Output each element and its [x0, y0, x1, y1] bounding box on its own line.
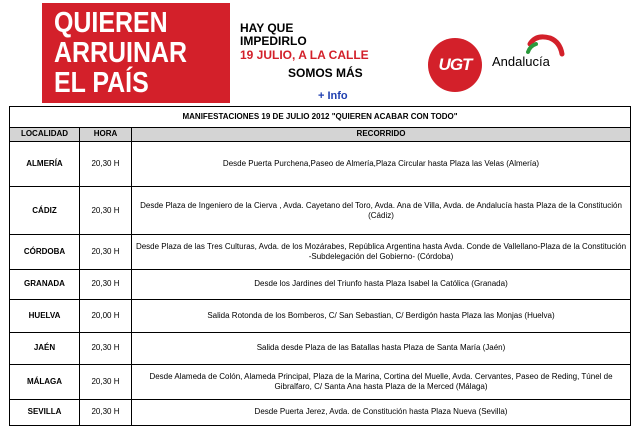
ugt-logo-text: UGT	[438, 55, 472, 74]
row-recorrido: Desde Alameda de Colón, Alameda Principal, Plaza de la Marina, Cortina del Muelle, Avda. Cervantes, Paseo de Reding, Túnel de Gibralfaro, C/ Santa Ana hasta Plaza de la Merced (Málaga)	[132, 365, 631, 400]
row-recorrido: Desde los Jardines del Triunfo hasta Plaza Isabel la Católica (Granada)	[132, 269, 631, 299]
row-localidad: HUELVA	[10, 300, 80, 333]
row-recorrido: Desde Plaza de las Tres Culturas, Avda. de los Mozárabes, República Argentina hasta Avda. Conde de Vallellano-Plaza de la Constitución -Subdelegación del Gobierno- (Córdoba)	[132, 235, 631, 270]
banner-line-1: QUIEREN	[54, 7, 168, 39]
row-hora: 20,30 H	[80, 235, 132, 270]
table-row	[10, 235, 631, 270]
row-hora: 20,30 H	[80, 141, 132, 187]
table-row	[10, 365, 631, 400]
row-hora: 20,30 H	[80, 365, 132, 400]
andalucia-text: Andalucía	[492, 54, 550, 69]
banner-line-2: ARRUINAR	[54, 37, 188, 69]
more-info-link[interactable]: + Info	[318, 90, 348, 102]
slogan-block	[240, 22, 369, 80]
header-recorrido: RECORRIDO	[132, 127, 631, 141]
table-row	[10, 332, 631, 365]
row-recorrido: Desde Plaza de Ingeniero de la Cierva , Avda. Cayetano del Toro, Avda. Ana de Villa, Avda. de Andalucía hasta Plaza de la Constitución (Cádiz)	[132, 187, 631, 235]
header-localidad: LOCALIDAD	[10, 127, 80, 141]
row-localidad: CÓRDOBA	[10, 235, 80, 270]
header-hora: HORA	[80, 127, 132, 141]
ugt-logo	[428, 38, 482, 92]
table-title-row	[10, 107, 631, 128]
table-row	[10, 269, 631, 299]
table-header-row	[10, 127, 631, 141]
row-localidad: JAÉN	[10, 332, 80, 365]
campaign-banner	[42, 3, 230, 103]
table-title: MANIFESTACIONES 19 DE JULIO 2012 "QUIEREN ACABAR CON TODO"	[10, 107, 631, 128]
slogan-date: 19 JULIO, A LA CALLE	[240, 48, 369, 62]
table-row	[10, 187, 631, 235]
row-recorrido: Salida desde Plaza de las Batallas hasta Plaza de Santa María (Jaén)	[132, 332, 631, 365]
table-row	[10, 300, 631, 333]
row-hora: 20,30 H	[80, 269, 132, 299]
row-hora: 20,00 H	[80, 300, 132, 333]
banner-line-3: EL PAÍS	[54, 67, 149, 99]
demonstrations-table	[9, 106, 631, 426]
andalucia-logo	[488, 30, 568, 90]
row-localidad: CÁDIZ	[10, 187, 80, 235]
row-localidad: GRANADA	[10, 269, 80, 299]
slogan-line-4: SOMOS MÁS	[288, 66, 363, 80]
table-row	[10, 141, 631, 187]
row-recorrido: Salida Rotonda de los Bomberos, C/ San Sebastian, C/ Berdigón hasta Plaza las Monjas (Huelva)	[132, 300, 631, 333]
row-recorrido: Desde Puerta Jerez, Avda. de Constitución hasta Plaza Nueva (Sevilla)	[132, 399, 631, 425]
slogan-line-2: IMPEDIRLO	[240, 34, 307, 48]
table-row	[10, 399, 631, 425]
row-localidad: MÁLAGA	[10, 365, 80, 400]
row-hora: 20,30 H	[80, 187, 132, 235]
row-localidad: ALMERÍA	[10, 141, 80, 187]
row-hora: 20,30 H	[80, 332, 132, 365]
slogan-line-1: HAY QUE	[240, 21, 294, 35]
row-recorrido: Desde Puerta Purchena,Paseo de Almería,Plaza Circular hasta Plaza las Velas (Almería)	[132, 141, 631, 187]
row-hora: 20,30 H	[80, 399, 132, 425]
row-localidad: SEVILLA	[10, 399, 80, 425]
